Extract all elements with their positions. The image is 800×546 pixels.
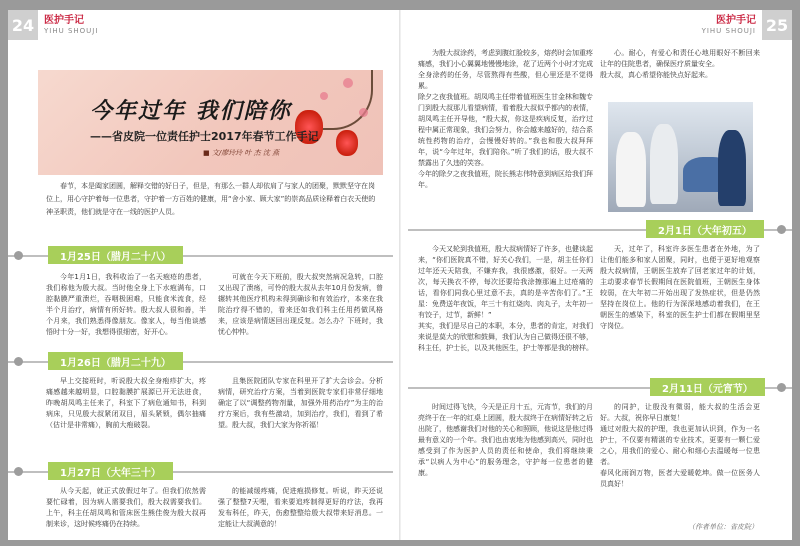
section-dot bbox=[14, 251, 23, 260]
article-subtitle: ——省皮院一位责任护士2017年春节工作手记 bbox=[90, 130, 319, 143]
right-section-title bbox=[696, 16, 762, 35]
right-top-column: 为殷大叔涂药，考虑到腹红脸较多，熔药时会加重疼痛感，我们小心翼翼地慢慢地涂，花了近两个小时才完成全身涂药的任务，尽管熬得有些酸，但心里还是不觉得累。 除夕之夜我值班。胡凤鸣主任带着值班医生甘金林和魏专门到殷大叔那儿看望病情，看着殷大叔似乎都内的表情，胡凤鸣主任开导他，“殷大叔，你这是疾病反复，治疗过程中属正常现象，我们会努力，你会越来越好的，结合系统性药物的治疗，会慢慢好转的。”我也和殷大叔拜拜年，说“今年过年，我们陪你。”听了我们的话，殷大叔不禁露出了久违的笑容。 今年的除夕之夜我值班，院长熊志伟特意到病区给我们拜年。 bbox=[418, 49, 593, 189]
section-column: 从今天起，就正式放假过年了。但我们依然需要忙碌着，因为病人需要我们，殷大叔需要我们。上午，科主任胡凤鸣和管床医生熊佳俊为殷大叔再制来诊，这时候疼痛仍在持续。 bbox=[46, 487, 206, 528]
author-affiliation: （作者单位：省皮院） bbox=[688, 523, 758, 531]
section-date: 1月25日（腊月二十八） bbox=[48, 246, 183, 264]
section-column: 的同护，让殷没有微弱，能大叔的生活会更好。大叔，祝你早日康复！ 通过对殷大叔的护理，我也更加认识到，作为一名护士，不仅要有精湛的专业技术，更要有一颗仁爱之心，用我们的爱心、耐心和细心去温暖每一位患者。 春风化雨润万物，医者大爱暖乾坤。做一位医务人员真好！ bbox=[600, 403, 760, 488]
section-column: 早上交接班时，听说殷大叔全身疱疹扩大，疼痛感越来越明显，口腔黏膜扩展源已开无法进食，昨晚胡凤鸣主任来了，科室下了病危通知书，科到病床，只见殷大叔紧闭双目，眉头紧锁，偶尔抽痛（估计是非常痛），胸前大疱破裂。 bbox=[46, 377, 206, 429]
right-page-header bbox=[407, 10, 792, 40]
section-date: 2月11日（元宵节） bbox=[650, 378, 765, 396]
left-page-header bbox=[8, 10, 393, 40]
section-column: 今天又轮到我值班，殷大叔病情好了许多，也健谈起来，“你们医院真不错，好关心我们，一是，胡主任你们过年还天天陪我，不嫌弃我，我很感激，很好。一天两次，每天换衣不停，每次还要给我涂擦那遍上过疮痛的话，看你们同我心里过意不去，真的是辛苦你们了。”王星：免费送年夜饭，年三十有红烧肉、肉丸子，太年初一有饺子，过节，新鲜！” 其实，我们是尽自己的本职，本分，患者的肯定，对我们来说是莫大的欣慰和鼓舞，我们认为自己做得还很不够，科主任，护士长，以及其他医生，护士等都是我的榜样。 bbox=[418, 245, 593, 352]
doctor-figure bbox=[616, 132, 646, 207]
blossom-icon bbox=[359, 108, 368, 117]
blossom-icon bbox=[320, 92, 328, 100]
section-date: 1月26日（腊月二十九） bbox=[48, 352, 183, 370]
section-header-jan27 bbox=[8, 458, 393, 480]
section-date: 1月27日（大年三十） bbox=[48, 462, 173, 480]
right-section-cn: 医护手记 bbox=[716, 14, 756, 26]
section-header-jan26 bbox=[8, 348, 393, 370]
article-intro: 春节，本是阖家团圆，解释交错的好日子，但是，有那么一群人却依肩了与家人的团聚，默默坚守在岗位上，用心守护着每一位患者，守护着一方百姓的健康，用“舍小家、顾大家”的崇高品质诠释着白衣天使的神圣职责，他们就是守在一线的医护人员。 bbox=[46, 182, 376, 216]
article-byline: ■ 文/廖玲玲 叶 杰 沈 燕 bbox=[203, 149, 280, 157]
section-dot bbox=[777, 225, 786, 234]
section-column: 天，过年了，科室许多医生患者在外地，为了让他们能多和家人团聚，同时，也便于更好地观察殷大叔病情，王朝医生放弃了回老家过年的计划，主动要求春节长假期间在医院值班，王朝医生身体较弱，在大年初二开始出现了发热症状，但是仍然坚持在岗位上。他的行为深深地感动着我们，在王朝医生的感染下，科室的医生护士们都在假期里坚守岗位。 bbox=[600, 245, 760, 330]
section-date: 2月1日（大年初五） bbox=[646, 220, 764, 238]
section-column: 可就在今天下班前，殷大叔突然病况急转，口腔又出现了溃疡，可怜的殷大叔从去年10月份发病，曾辗转其他医疗机构未得到确诊和有效治疗，本来在我院治疗得不错的，看来还如我们科主任用药做风格来，应该是病情逐回出现反复。怎么办？下班时，我忧心忡忡。 bbox=[218, 273, 383, 336]
magazine-spread bbox=[8, 10, 792, 540]
page-spine bbox=[399, 10, 401, 540]
left-page-number: 24 bbox=[8, 10, 38, 40]
nurse-figure bbox=[718, 130, 746, 206]
right-section-en: YIHU SHOUJI bbox=[701, 26, 756, 35]
article-headline: 今年过年 我们陪你 bbox=[90, 98, 292, 124]
section-header-feb1 bbox=[408, 216, 792, 238]
right-top-column-2: 心。耐心，有爱心和责任心地用眼好不断回来让年的住院患者，确保医疗质量安全。 殷大叔，真心希望你能快点好起来。 bbox=[600, 49, 760, 79]
section-header-jan25 bbox=[8, 242, 393, 264]
left-section-cn: 医护手记 bbox=[44, 14, 84, 26]
section-dot bbox=[14, 357, 23, 366]
left-section-title bbox=[38, 16, 104, 35]
section-header-feb11 bbox=[408, 374, 792, 396]
section-dot bbox=[777, 383, 786, 392]
left-section-en: YIHU SHOUJI bbox=[44, 26, 99, 35]
section-column: 且集医院团队专家在科里开了扩大会诊会。分析病情，研究治疗方案，当着到医院专家们非常仔细地确定了以“调整药物剂量，加强外用药治疗”为主的治疗方案后，我有些激动，加到治疗，我们，看到了希望。殷大叔，我们大家为你祈福！ bbox=[218, 377, 383, 429]
red-lantern-icon bbox=[336, 130, 358, 156]
section-column: 时间过得飞快，今天是正月十五，元宵节，我们的月亮终于在一年的红桌上团圆，殷大叔终于在病情好转之后出院了，他感谢我们对他的关心和照顾，他说这是他过得最有意义的一个年。我们也由衷地为他感到高兴，同时也感受到了作为医护人员的责任和使命，我们将继续秉承“以病人为中心”的服务理念，守护每一位患者的健康。 bbox=[418, 403, 593, 477]
blossom-icon bbox=[343, 78, 353, 88]
doctor-figure bbox=[650, 124, 678, 204]
right-page-number: 25 bbox=[762, 10, 792, 40]
article-banner bbox=[38, 70, 383, 175]
section-column: 今年1月1日，我科收治了一名天疱疮的患者，我们称他为殷大叔。当时他全身上下水疱满布，口腔黏膜严重溃烂，吞咽极困难，只能食米流食，经半个月治疗，病情有所好转。殷大叔人很和善，半个月来，我们熟悉得像朋友。像家人，每当他谈感悟时十分一好，我想得很细密，好开心。 bbox=[46, 273, 206, 336]
section-dot bbox=[14, 467, 23, 476]
section-column: 的能减缓疼痛，促进疱损修复。听说，昨天还说强了整整7天哩，看来要追疼制得更好的疗法，我再发布科任，昨天，伤愈整整给殷大叔带来好消息。一定能让大叔满意的！ bbox=[218, 487, 383, 528]
ward-photo bbox=[608, 102, 753, 212]
